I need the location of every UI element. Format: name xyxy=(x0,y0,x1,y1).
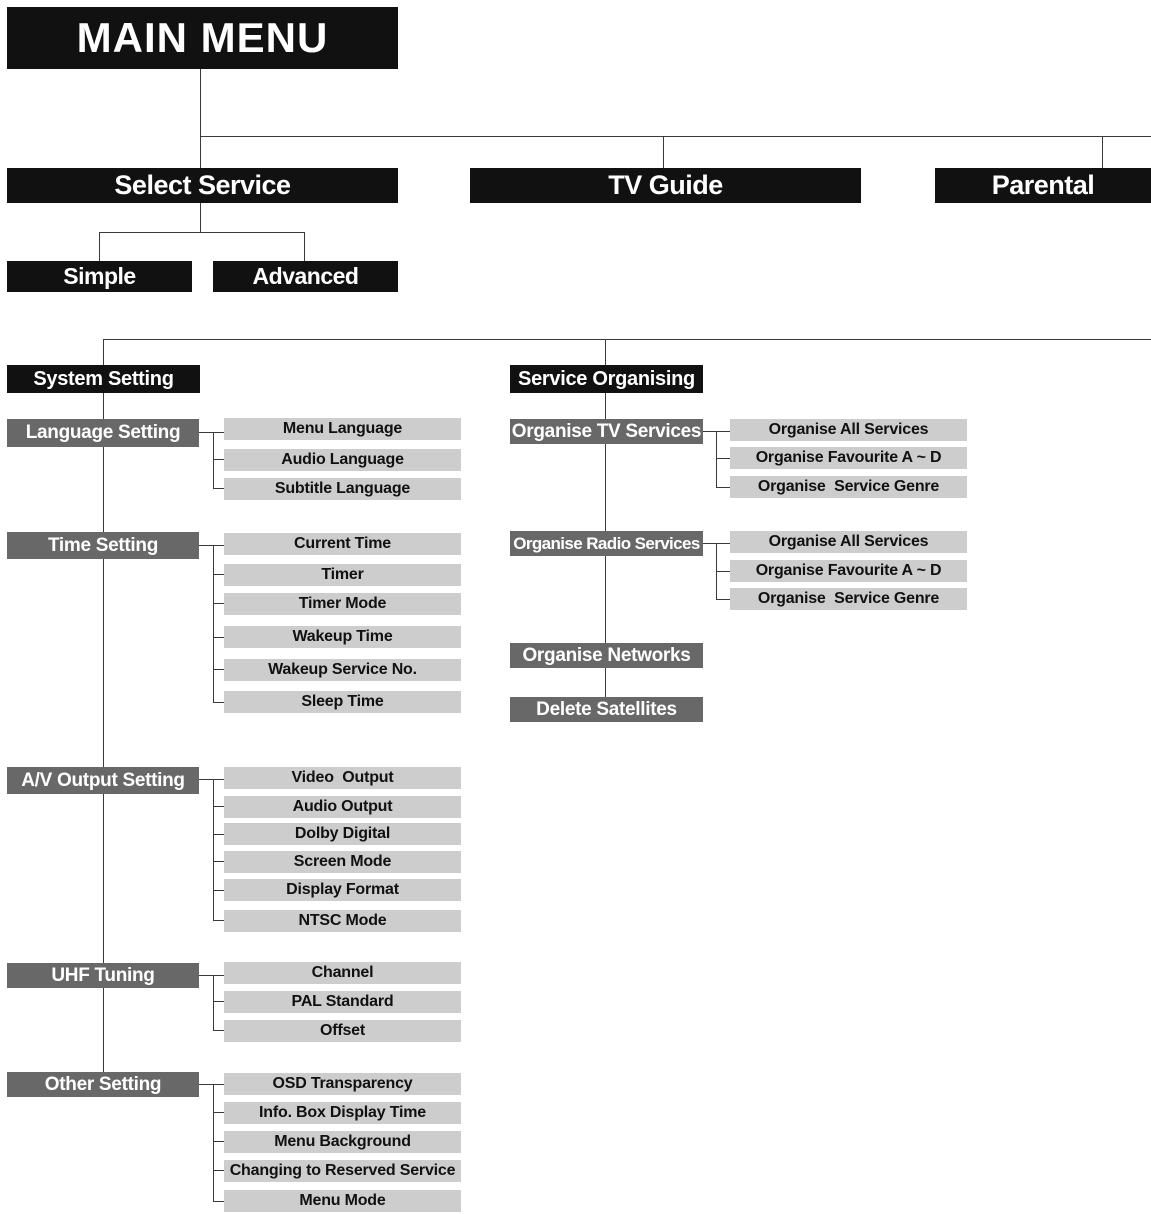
current-time-item: Current Time xyxy=(224,533,461,555)
dolby-digital-item: Dolby Digital xyxy=(224,823,461,845)
organise-networks-node: Organise Networks xyxy=(510,643,703,668)
main-menu-title: MAIN MENU xyxy=(7,7,398,69)
service-organising-node: Service Organising xyxy=(510,365,703,393)
info-box-display-time-item: Info. Box Display Time xyxy=(224,1102,461,1124)
video-output-item: Video Output xyxy=(224,767,461,789)
parental-node: Parental xyxy=(935,168,1151,203)
audio-language-item: Audio Language xyxy=(224,449,461,471)
other-setting-node: Other Setting xyxy=(7,1072,199,1097)
wakeup-time-item: Wakeup Time xyxy=(224,626,461,648)
language-setting-node: Language Setting xyxy=(7,419,199,447)
ntsc-mode-item: NTSC Mode xyxy=(224,910,461,932)
av-output-setting-node: A/V Output Setting xyxy=(7,767,199,794)
radio-organise-all-services-item: Organise All Services xyxy=(730,531,967,553)
audio-output-item: Audio Output xyxy=(224,796,461,818)
delete-satellites-node: Delete Satellites xyxy=(510,697,703,722)
timer-item: Timer xyxy=(224,564,461,586)
menu-mode-item: Menu Mode xyxy=(224,1190,461,1212)
simple-node: Simple xyxy=(7,261,192,292)
menu-language-item: Menu Language xyxy=(224,418,461,440)
channel-item: Channel xyxy=(224,962,461,984)
display-format-item: Display Format xyxy=(224,879,461,901)
radio-organise-service-genre-item: Organise Service Genre xyxy=(730,588,967,610)
tv-organise-favourite-item: Organise Favourite A ~ D xyxy=(730,447,967,469)
pal-standard-item: PAL Standard xyxy=(224,991,461,1013)
select-service-node: Select Service xyxy=(7,168,398,203)
changing-to-reserved-service-item: Changing to Reserved Service xyxy=(224,1160,461,1182)
tv-organise-service-genre-item: Organise Service Genre xyxy=(730,476,967,498)
time-setting-node: Time Setting xyxy=(7,532,199,559)
timer-mode-item: Timer Mode xyxy=(224,593,461,615)
advanced-node: Advanced xyxy=(213,261,398,292)
offset-item: Offset xyxy=(224,1020,461,1042)
wakeup-service-no-item: Wakeup Service No. xyxy=(224,659,461,681)
organise-radio-services-node: Organise Radio Services xyxy=(510,531,703,556)
organise-tv-services-node: Organise TV Services xyxy=(510,419,703,444)
screen-mode-item: Screen Mode xyxy=(224,851,461,873)
subtitle-language-item: Subtitle Language xyxy=(224,478,461,500)
osd-transparency-item: OSD Transparency xyxy=(224,1073,461,1095)
sleep-time-item: Sleep Time xyxy=(224,691,461,713)
uhf-tuning-node: UHF Tuning xyxy=(7,963,199,988)
system-setting-node: System Setting xyxy=(7,365,200,393)
tv-guide-node: TV Guide xyxy=(470,168,861,203)
tv-organise-all-services-item: Organise All Services xyxy=(730,419,967,441)
menu-background-item: Menu Background xyxy=(224,1131,461,1153)
radio-organise-favourite-item: Organise Favourite A ~ D xyxy=(730,560,967,582)
